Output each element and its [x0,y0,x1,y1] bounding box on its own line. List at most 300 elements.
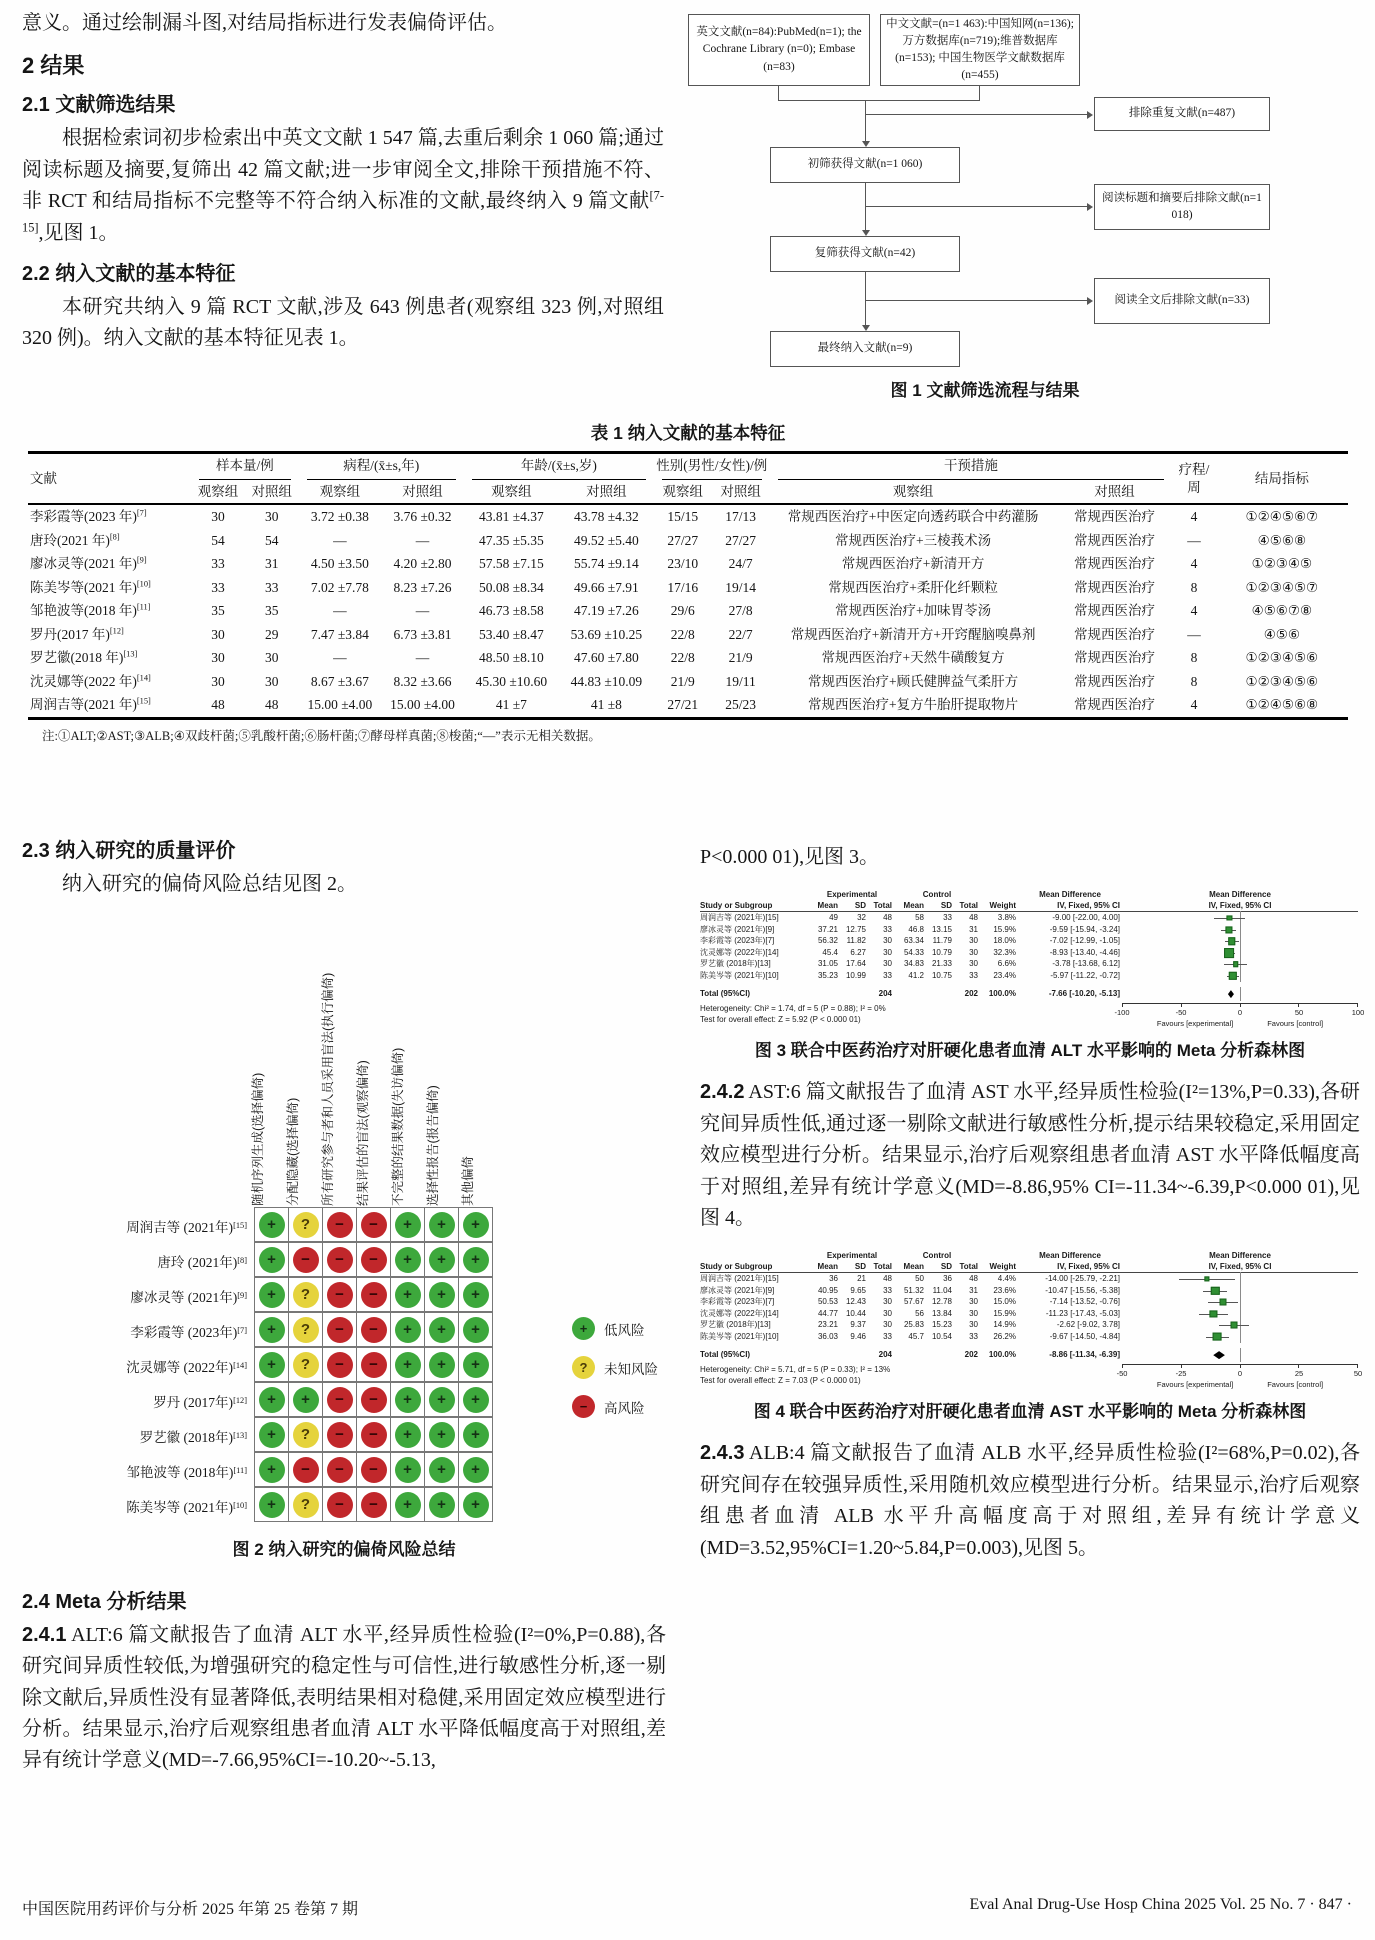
rob-row [22,1278,666,1313]
rob-cell [458,1382,493,1417]
forest-footer [700,1364,1363,1389]
overall-effect-line: Test for overall effect: Z = 7.03 (P < 0.000 01) [700,1375,861,1385]
study-cell [28,576,191,600]
forest-row: 沈灵娜等 (2022年)[14] 44.77 10.44 30 56 13.84 30 15.9% -11.23 [-17.43, -5.03] [700,1308,1358,1320]
section-241-number: 2.4.1 [22,1623,67,1646]
risk-dot-icon [293,1212,319,1238]
risk-dot-icon [327,1212,353,1238]
rob-row [22,1488,666,1523]
risk-dot-icon [327,1282,353,1308]
page-footer [22,1896,1352,1919]
rob-cell [390,1382,425,1417]
rob-cell [322,1452,357,1487]
table-row: 廖冰灵等(2021 年)[9] 33 31 4.50 ±3.50 4.20 ±2.80 57.58 ±7.15 55.74 ±9.14 23/10 24/7 常规西医治疗+新清开方 常规西医治疗 4 ①②③④⑤ [28,552,1348,576]
study-cell [28,670,191,694]
rob-cell [356,1312,391,1347]
rob-cell [288,1207,323,1242]
risk-dot-icon [293,1387,319,1413]
arrow-right-icon [1087,111,1093,119]
risk-dot-icon [395,1492,421,1518]
rob-cell [424,1312,459,1347]
subheader-obs: 观察组 [191,480,245,505]
rob-row-label: 罗丹 (2017年) [12] [153,1394,247,1410]
md-plot-header: Mean Difference [1209,1251,1271,1261]
rob-cell [322,1277,357,1312]
study-label: 周润吉等 (2021年)[15] [700,1274,779,1284]
rob-cell [322,1242,357,1277]
risk-dot-icon [429,1422,455,1448]
rob-cell [288,1382,323,1417]
flow-line [865,100,866,142]
forest-plot-cell [1122,970,1358,982]
risk-dot-icon [361,1492,387,1518]
rob-cell [288,1417,323,1452]
rob-cell [356,1207,391,1242]
risk-dot-icon [259,1387,285,1413]
carry-over-paragraph: 意义。通过绘制漏斗图,对结局指标进行发表偏倚评估。 [22,12,507,34]
rob-cells [255,1278,493,1313]
rob-cell [254,1487,289,1522]
rob-column-header: 结果评估的盲法(观察偏倚) [355,1060,370,1207]
rob-cell [390,1312,425,1347]
rob-row-label: 李彩霞等 (2023年) [7] [130,1324,247,1340]
study-ref: [11] [136,602,151,612]
rob-cell [424,1417,459,1452]
effect-marker [1211,1286,1219,1294]
risk-dot-icon [327,1422,353,1448]
effect-marker [1225,926,1232,933]
rob-cell [458,1312,493,1347]
study-label: 陈美岑等 (2021年)[10] [700,1331,779,1341]
rob-cell [424,1487,459,1522]
risk-dot-icon [463,1422,489,1448]
rob-cell [356,1487,391,1522]
table1-caption: 表 1 纳入文献的基本特征 [590,423,786,443]
study-label: 周润吉等 (2021年)[15] [700,913,779,923]
group-control: Control [922,890,952,900]
study-name: 唐玲(2021 年) [30,532,110,548]
forest-row: 周润吉等 (2021年)[15] 49 32 48 58 33 48 3.8% -9.00 [-22.00, 4.00] [700,912,1358,924]
risk-dot-icon [259,1212,285,1238]
risk-dot-icon [395,1457,421,1483]
table-row: 沈灵娜等(2022 年)[14] 30 30 8.67 ±3.67 8.32 ±3.66 45.30 ±10.60 44.83 ±10.09 21/9 19/11 常规西医治疗+顾氏健脾益气柔肝方 常规西医治疗 8 ①②③④⑤⑥ [28,670,1348,694]
effect-marker [1229,971,1237,979]
risk-dot-icon [395,1352,421,1378]
rob-cell [288,1487,323,1522]
rob-cell [390,1452,425,1487]
risk-dot-icon [463,1212,489,1238]
group-control: Control [922,1251,952,1261]
rob-cell [322,1487,357,1522]
study-ref: [8] [109,532,120,542]
legend-label: 未知风险 [604,1361,658,1377]
study-ref: [7] [136,508,147,518]
rob-cell [390,1487,425,1522]
rob-cell [288,1242,323,1277]
risk-dot-icon [361,1457,387,1483]
section-243-text: ALB:4 篇文献报告了血清 ALB 水平,经异质性检验(I²=68%,P=0.02),各研究间存在较强异质性,采用随机效应模型进行分析。结果显示,治疗后观察组患者血清 ALB 水平升高幅度高于对照组,差异有统计学意义(MD=3.52,95%CI=1.20~5.84,P=0.003),见图 5。 [700,1442,1360,1559]
flow-box-fulltext-excluded: 阅读全文后排除文献(n=33) [1094,278,1270,324]
rob-cell [254,1347,289,1382]
forest-group-header [700,889,1358,900]
risk-dot-icon [361,1422,387,1448]
tick-icon [1357,1004,1358,1007]
risk-dot-icon [361,1212,387,1238]
rob-cell [458,1207,493,1242]
overall-effect-line: Test for overall effect: Z = 5.92 (P < 0.000 01) [700,1014,861,1024]
rob-row [22,1348,666,1383]
forest-group-header [700,1250,1358,1261]
effect-marker [1230,1322,1237,1329]
rob-cell [458,1242,493,1277]
flow-box-english: 英文文献(n=84):PubMed(n=1); the Cochrane Library (n=0); Embase (n=83) [688,14,870,86]
paragraph-241 [22,1620,666,1777]
rob-cell [390,1417,425,1452]
risk-dot-icon [259,1422,285,1448]
study-cell [28,552,191,576]
forest-row: 罗艺徽 (2018年)[13] 31.05 17.64 30 34.83 21.33 30 6.6% -3.78 [-13.68, 6.12] [700,958,1358,970]
effect-marker [1220,1299,1227,1306]
figure1-caption: 图 1 文献筛选流程与结果 [890,381,1080,400]
forest-row: 陈美岑等 (2021年)[10] 36.03 9.46 33 45.7 10.54 33 26.2% -9.67 [-14.50, -4.84] [700,1331,1358,1343]
study-name: 邹艳波等(2018 年) [30,603,137,619]
col-header-study: 文献 [28,453,191,505]
col-header-intervention: 干预措施 [770,453,1173,480]
tick-icon [1122,1004,1123,1007]
flow-box-initial-screen: 初筛获得文献(n=1 060) [770,147,960,183]
study-name: 周润吉等(2021 年) [30,697,137,713]
rob-cell [254,1242,289,1277]
table-row: 周润吉等(2021 年)[15] 48 48 15.00 ±4.00 15.00 ±4.00 41 ±7 41 ±8 27/21 25/23 常规西医治疗+复方牛胎肝提取物片 常规西医治疗 4 ①②④⑤⑥⑧ [28,693,1348,718]
flow-line [865,114,1087,115]
rob-cell [322,1382,357,1417]
zero-line [1240,987,1241,1001]
rob-cells [255,1313,493,1348]
risk-dot-icon [327,1457,353,1483]
col-header-outcomes: 结局指标 [1216,453,1348,505]
study-ref: [15] [136,696,151,706]
rob-cell [322,1207,357,1242]
figure4-caption: 图 4 联合中医药治疗对肝硬化患者血清 AST 水平影响的 Meta 分析森林图 [753,1401,1307,1421]
screening-text-end: ,见图 1。 [38,221,119,244]
tick-icon [1240,1365,1241,1368]
table1-note: 注:①ALT;②AST;③ALB;④双歧杆菌;⑤乳酸杆菌;⑥肠杆菌;⑦酵母样真菌;⑧梭菌;“—”表示无相关数据。 [42,729,601,744]
table-row: 李彩霞等(2023 年)[7] 30 30 3.72 ±0.38 3.76 ±0.32 43.81 ±4.37 43.78 ±4.32 15/15 17/13 常规西医治疗+中医定向透药联合中药灌肠 常规西医治疗 4 ①②④⑤⑥⑦ [28,504,1348,529]
rob-cell [254,1207,289,1242]
subheader-ctl: 对照组 [1057,480,1173,505]
study-name: 沈灵娜等(2022 年) [30,673,137,689]
figure4-forest-plot-ast [700,1250,1363,1389]
table1-block [28,420,1348,744]
rob-cell [288,1277,323,1312]
quality-paragraph: 纳入研究的偏倚风险总结见图 2。 [62,873,357,895]
heterogeneity-line: Heterogeneity: Chi² = 5.71, df = 5 (P = 0.33); I² = 13% [700,1364,891,1374]
rob-cell [458,1487,493,1522]
figure3-forest-plot-alt [700,889,1365,1028]
forest-total-row: Total (95%CI) 204 202 100.0% -8.86 [-11.34, -6.39] [700,1349,1358,1361]
rob-column-header: 随机序列生成(选择偏倚) [250,1073,265,1207]
risk-dot-icon [259,1282,285,1308]
rob-cell [458,1417,493,1452]
md-header: Mean Difference [1039,890,1101,900]
forest-stats [700,1003,1122,1028]
risk-dot-icon [293,1282,319,1308]
axis-tick-labels: -50 -25 0 25 50 [1116,1368,1363,1378]
paragraph-243 [700,1438,1360,1564]
rob-cell [390,1277,425,1312]
risk-dot-icon [463,1247,489,1273]
zero-line [1240,1348,1241,1362]
study-ref: [9] [136,555,147,565]
flow-line [778,100,980,101]
forest-row: 罗艺徽 (2018年)[13] 23.21 9.37 30 25.83 15.23 30 14.9% -2.62 [-9.02, 3.78] [700,1319,1358,1331]
flow-line [865,183,866,231]
table-row: 邹艳波等(2018 年)[11] 35 35 — — 46.73 ±8.58 47.19 ±7.26 29/6 27/8 常规西医治疗+加味胃苓汤 常规西医治疗 4 ④⑤⑥⑦⑧ [28,599,1348,623]
rob-cell [254,1382,289,1417]
forest-rows [700,1273,1358,1342]
forest-row: 廖冰灵等 (2021年)[9] 40.95 9.65 33 51.32 11.04 31 23.6% -10.47 [-15.56, -5.38] [700,1285,1358,1297]
forest-axis [1114,1003,1365,1028]
flow-box-second-screen: 复筛获得文献(n=42) [770,236,960,272]
risk-dot-icon [429,1282,455,1308]
flow-line [865,272,866,326]
rob-cell [424,1347,459,1382]
forest-column-header: Study or Subgroup Mean SD Total Mean SD Total Weight IV, Fixed, 95% CI IV, Fixed, 95% CI [700,1261,1358,1273]
subheader-obs: 观察组 [299,480,382,505]
subheader-obs: 观察组 [770,480,1057,505]
risk-dot-icon [361,1352,387,1378]
risk-dot-icon [395,1387,421,1413]
rob-cell [254,1312,289,1347]
risk-dot-icon [327,1317,353,1343]
axis-tick-marks [1122,1364,1358,1368]
study-cell [28,504,191,529]
paragraph-242 [700,1077,1360,1234]
col-header-sex: 性别(男性/女性)/例 [654,453,770,480]
table-row: 唐玲(2021 年)[8] 54 54 — — 47.35 ±5.35 49.52 ±5.40 27/27 27/27 常规西医治疗+三棱莪术汤 常规西医治疗 — ④⑤⑥⑧ [28,529,1348,553]
risk-dot-icon [293,1352,319,1378]
rob-cell [356,1277,391,1312]
risk-dot-icon [429,1317,455,1343]
figure3-caption: 图 3 联合中医药治疗对肝硬化患者血清 ALT 水平影响的 Meta 分析森林图 [754,1040,1306,1060]
risk-dot-icon [293,1457,319,1483]
rob-column-header: 选择性报告(报告偏倚) [425,1085,440,1207]
group-experimental: Experimental [826,890,878,900]
rob-cell [390,1347,425,1382]
effect-marker [1204,1276,1209,1281]
tick-icon [1298,1004,1299,1007]
flow-line [865,300,1087,301]
rob-cell [424,1382,459,1417]
risk-dot-icon [395,1317,421,1343]
forest-row: 廖冰灵等 (2021年)[9] 37.21 12.75 33 46.8 13.15 31 15.9% -9.59 [-15.94, -3.24] [700,924,1358,936]
risk-dot-icon [361,1317,387,1343]
rob-row-label: 罗艺徽 (2018年) [13] [139,1429,247,1445]
legend-item [572,1317,658,1340]
study-name: 廖冰灵等(2021 年) [30,556,137,572]
rob-row-label: 陈美岑等 (2021年) [10] [126,1499,247,1515]
col-header-weeks: 疗程/周 [1172,453,1215,505]
risk-dot-icon [327,1387,353,1413]
risk-dot-icon [395,1247,421,1273]
rob-column-header: 不完整的结果数据(失访偏倚) [390,1048,405,1207]
risk-dot-icon [259,1317,285,1343]
figure1-flowchart [600,14,1370,414]
rob-cells [255,1348,493,1383]
favours-labels: Favours [experimental] Favours [control] [1156,1379,1324,1389]
study-ref: [10] [136,579,151,589]
rob-cell [424,1452,459,1487]
rob-cells [255,1208,493,1243]
study-name: 陈美岑等(2021 年) [30,579,137,595]
rob-row-label: 沈灵娜等 (2022年) [14] [126,1359,247,1375]
study-label: 罗艺徽 (2018年)[13] [700,959,771,969]
forest-axis [1116,1364,1363,1389]
rob-cell [424,1277,459,1312]
rob-row-label: 廖冰灵等 (2021年) [9] [130,1289,247,1305]
risk-dot-icon [463,1387,489,1413]
risk-dot-icon [429,1492,455,1518]
risk-dot-icon [259,1492,285,1518]
rob-cell [254,1417,289,1452]
flow-box-duplicates-removed: 排除重复文献(n=487) [1094,97,1270,131]
risk-dot-icon [463,1457,489,1483]
risk-dot-icon [293,1317,319,1343]
group-experimental: Experimental [826,1251,878,1261]
flow-box-chinese: 中文文献=(n=1 463):中国知网(n=136); 万方数据库(n=719);维普数据库(n=153); 中国生物医学文献数据库(n=455) [880,14,1080,86]
risk-dot-icon [429,1212,455,1238]
study-cell [28,646,191,670]
study-cell [28,529,191,553]
study-name: 李彩霞等(2023 年) [30,509,137,525]
forest-rows [700,912,1358,981]
md-plot-header: Mean Difference [1209,890,1271,900]
effect-marker [1225,948,1235,958]
risk-dot-icon [463,1492,489,1518]
risk-dot-icon [463,1317,489,1343]
rob-cells [255,1418,493,1453]
legend-dot-icon [572,1356,595,1379]
forest-row: 李彩霞等 (2023年)[7] 56.32 11.82 30 63.34 11.79 30 18.0% -7.02 [-12.99, -1.05] [700,935,1358,947]
risk-dot-icon [429,1387,455,1413]
rob-cell [322,1347,357,1382]
risk-dot-icon [463,1352,489,1378]
heading-quality: 2.3 纳入研究的质量评价 [22,840,236,862]
study-name: 罗丹(2017 年) [30,626,110,642]
subheader-ctl: 对照组 [245,480,299,505]
top-left-column [22,8,664,357]
axis-tick-marks [1122,1003,1358,1007]
section-241-text: ALT:6 篇文献报告了血清 ALT 水平,经异质性检验(I²=0%,P=0.88),各研究间异质性较低,为增强研究的稳定性与可信性,进行敏感性分析,逐一剔除文献后,异质性没有显著降低,表明结果相对稳健,采用固定效应模型进行分析。结果显示,治疗后观察组患者血清 ALT 水平降低幅度高于对照组,差异有统计学意义(MD=-7.66,95%CI=-10.20~-5.13, [22,1623,666,1772]
rob-row-label: 唐玲 (2021年) [8] [157,1254,247,1270]
risk-dot-icon [293,1492,319,1518]
table1-body [28,504,1348,718]
study-ref: [14] [136,673,151,683]
table-row: 罗丹(2017 年)[12] 30 29 7.47 ±3.84 6.73 ±3.81 53.40 ±8.47 53.69 ±10.25 22/8 22/7 常规西医治疗+新清开方+开窍醒脑嗅鼻剂 常规西医治疗 — ④⑤⑥ [28,623,1348,647]
legend-dot-icon [572,1395,595,1418]
col-header-sample: 样本量/例 [191,453,298,480]
tick-icon [1181,1365,1182,1368]
forest-total-plot-cell [1122,1349,1358,1361]
study-cell [28,623,191,647]
section-242-number: 2.4.2 [700,1081,745,1104]
rob-column-header: 所有研究参与者和人员采用盲法(执行偏倚) [320,973,335,1207]
forest-row: 李彩霞等 (2023年)[7] 50.53 12.43 30 57.67 12.78 30 15.0% -7.14 [-13.52, -0.76] [700,1296,1358,1308]
risk-dot-icon [293,1422,319,1448]
legend-item [572,1395,658,1418]
study-cell [28,599,191,623]
effect-marker [1227,916,1232,921]
forest-row: 沈灵娜等 (2022年)[14] 45.4 6.27 30 54.33 10.79 30 32.3% -8.93 [-13.40, -4.46] [700,947,1358,959]
flow-line [979,86,980,100]
risk-dot-icon [327,1492,353,1518]
risk-dot-icon [395,1282,421,1308]
study-label: 陈美岑等 (2021年)[10] [700,970,779,980]
risk-dot-icon [429,1457,455,1483]
rob-column-header: 分配隐藏(选择偏倚) [285,1098,300,1207]
study-label: 罗艺徽 (2018年)[13] [700,1320,771,1330]
rob-cell [356,1347,391,1382]
figure2-caption: 图 2 纳入研究的偏倚风险总结 [232,1540,456,1560]
rob-cells [255,1453,493,1488]
rob-cell [356,1382,391,1417]
tick-icon [1181,1004,1182,1007]
study-ref: [12] [109,626,124,636]
forest-column-header: Study or Subgroup Mean SD Total Mean SD Total Weight IV, Fixed, 95% CI IV, Fixed, 95% CI [700,900,1358,912]
heading-basic-characteristics: 2.2 纳入文献的基本特征 [22,262,236,285]
subheader-ctl: 对照组 [381,480,464,505]
rob-row [22,1383,666,1418]
risk-dot-icon [395,1422,421,1448]
rob-row-label: 周润吉等 (2021年) [15] [126,1219,247,1235]
risk-dot-icon [259,1247,285,1273]
rob-cells [255,1383,493,1418]
carry-right-paragraph: P<0.000 01),见图 3。 [700,846,880,868]
rob-row [22,1208,666,1243]
tick-icon [1357,1365,1358,1368]
md-header: Mean Difference [1039,1251,1101,1261]
rob-row [22,1418,666,1453]
col-header-course: 病程/(x̄±s,年) [299,453,464,480]
forest-stats [700,1364,1122,1389]
section-242-text: AST:6 篇文献报告了血清 AST 水平,经异质性检验(I²=13%,P=0.33),各研究间异质性低,通过逐一剔除文献进行敏感性分析,提示结果较稳定,采用固定效应模型进行分析。结果显示,治疗后观察组患者血清 AST 水平降低幅度高于对照组,差异有统计学意义(MD=-8.86,95% CI=-11.34~-6.39,P<0.000 01),见图 4。 [700,1081,1360,1229]
risk-dot-icon [429,1247,455,1273]
rob-cell [390,1242,425,1277]
footer-journal-cn: 中国医院用药评价与分析 2025 年第 25 卷第 7 期 [22,1901,359,1918]
rob-cell [288,1452,323,1487]
subheader-ctl: 对照组 [559,480,654,505]
heading-results: 2 结果 [22,53,85,79]
rob-cell [424,1242,459,1277]
rob-cell [288,1312,323,1347]
tick-icon [1298,1365,1299,1368]
subheader-obs: 观察组 [464,480,559,505]
rob-cell [458,1347,493,1382]
rob-cell [254,1452,289,1487]
risk-dot-icon [327,1352,353,1378]
study-ref: [13] [123,649,138,659]
effect-marker [1213,1332,1222,1341]
section-243-number: 2.4.3 [700,1442,745,1465]
effect-marker [1233,961,1239,967]
legend-label: 高风险 [604,1400,645,1416]
rob-cell [356,1452,391,1487]
basic-characteristics-paragraph: 本研究共纳入 9 篇 RCT 文献,涉及 643 例患者(观察组 323 例,对照组 320 例)。纳入文献的基本特征见表 1。 [22,295,664,350]
rob-cell [322,1312,357,1347]
bottom-right-column [700,842,1365,1566]
table-row: 陈美岑等(2021 年)[10] 33 33 7.02 ±7.78 8.23 ±7.26 50.08 ±8.34 49.66 ±7.91 17/16 19/14 常规西医治疗+柔肝化纤颗粒 常规西医治疗 8 ①②③④⑤⑦ [28,576,1348,600]
zero-line [1240,969,1241,983]
